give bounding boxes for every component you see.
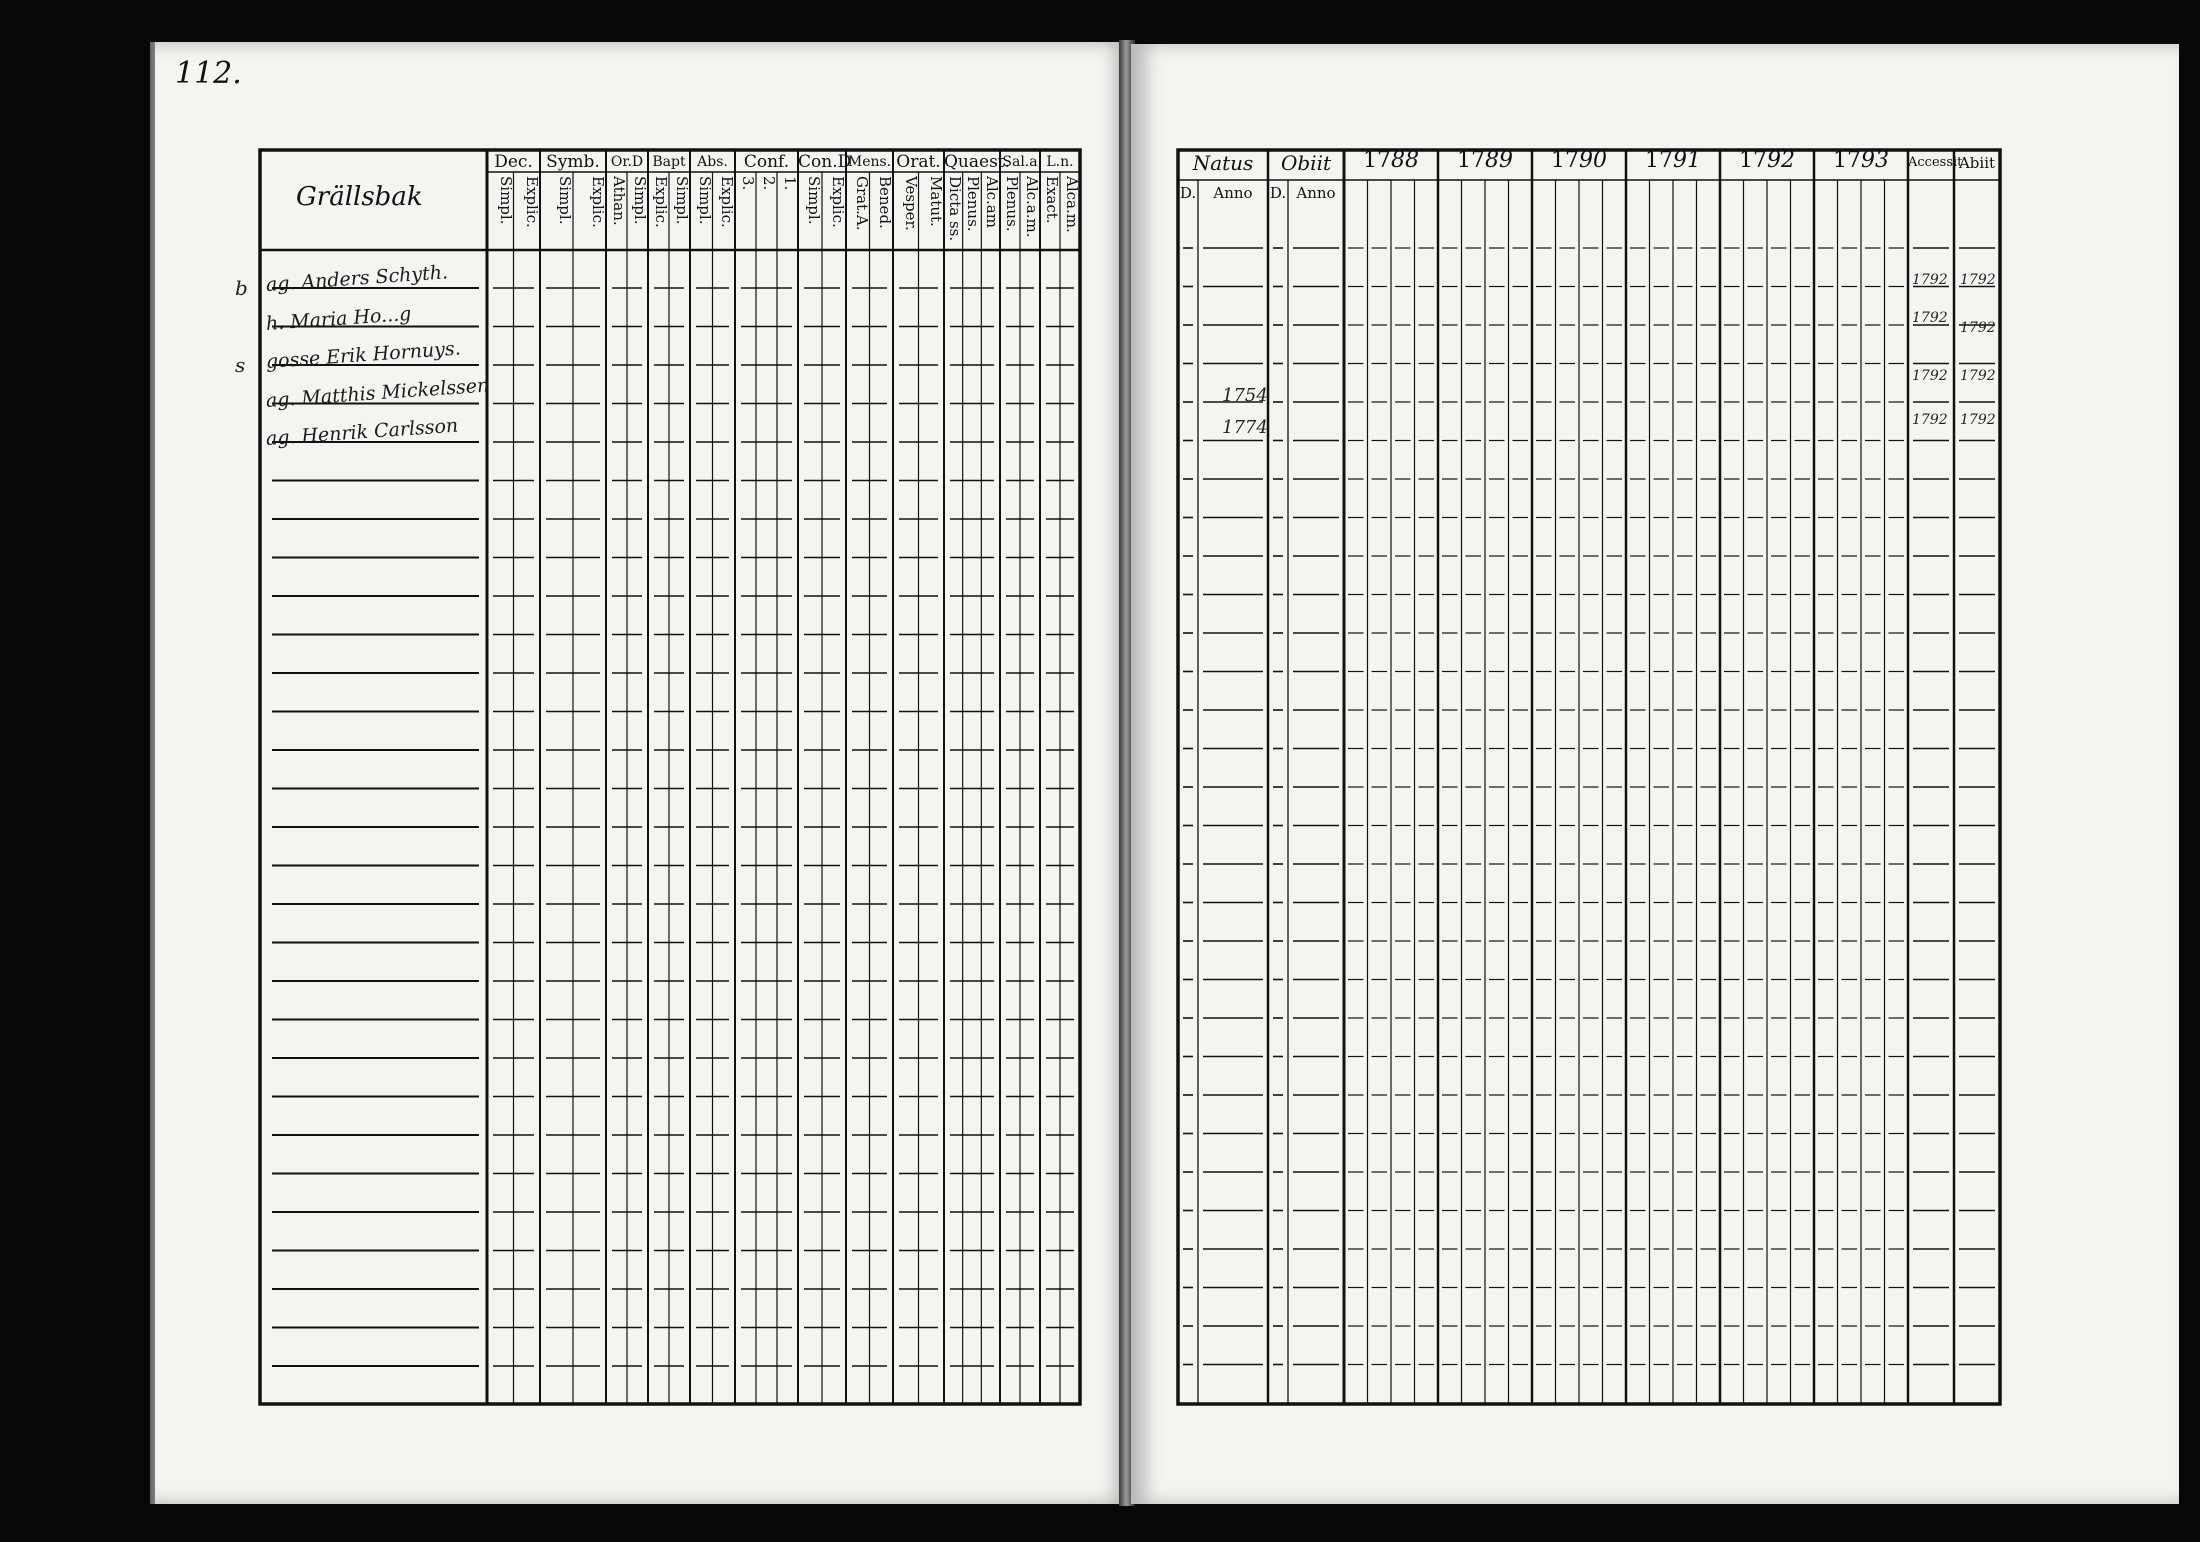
entry-name: gosse Erik Hornuys. [265,337,462,373]
accessit-value: 1792 [1912,412,1948,428]
left-col-subheader: Athan. [610,176,628,226]
left-col-subheader: Alc.am [983,176,1001,228]
year-header: 1789 [1457,148,1513,173]
entry-name: h. Maria Ho...g [265,302,413,335]
day-subheader: D. [1269,184,1287,202]
year-subheader: Anno [1296,184,1336,202]
abiit-value: 1792 [1960,272,1996,288]
year-header: 1793 [1833,148,1889,173]
left-col-header: Sal.a [1002,154,1038,170]
left-col-header: Conf. [743,152,790,172]
left-col-subheader: Plenus. [1003,176,1021,232]
left-col-subheader: Explic. [829,176,847,228]
left-col-subheader: Matut. [927,176,945,227]
left-col-subheader: Simpl. [695,176,714,225]
abiit-value: 1792 [1960,320,1996,336]
year-subheader: Anno [1213,184,1253,202]
entry-name: ag. Matthis Mickelssen [265,373,490,412]
accessit-header: Accessit [1908,155,1963,170]
abiit-header: Abiit [1958,154,1996,172]
left-col-subheader: Alca.m. [1063,176,1081,233]
natus-year-value: 1774 [1222,417,1268,438]
accessit-value: 1792 [1912,272,1948,288]
left-col-subheader: Bened. [876,176,894,229]
left-col-header: Or.D [610,154,644,170]
left-col-subheader: Plenus. [964,176,983,232]
left-col-subheader: Vesper. [901,176,920,231]
left-col-header: Orat. [896,152,941,172]
left-col-header: Abs. [697,154,728,170]
obiit-header: Obiit [1280,151,1332,175]
left-col-header: Bapt [652,154,686,170]
accessit-value: 1792 [1912,368,1948,384]
day-subheader: D. [1179,184,1197,202]
entry-margin-mark: s [235,353,246,377]
left-col-header: L.n. [1046,154,1074,170]
year-header: 1788 [1363,148,1419,173]
abiit-value: 1792 [1960,412,1996,428]
entry-name: ag. Henrik Carlsson [265,414,459,450]
left-col-subheader: Simpl. [496,176,515,225]
natus-header: Natus [1192,151,1254,175]
left-col-subheader: Explic. [589,176,607,228]
right-table-frame [1178,150,2000,1404]
left-col-header: Mens. [847,154,892,170]
year-header: 1792 [1739,148,1795,173]
entry-margin-mark: b [235,276,248,300]
left-col-subheader: 2. [760,176,778,191]
left-col-header: Symb. [546,152,600,172]
left-col-subheader: Explic. [718,176,736,228]
abiit-value: 1792 [1960,368,1996,384]
left-col-subheader: Grat.A. [852,176,871,231]
left-col-subheader: 3. [739,176,757,191]
left-col-subheader: Dicta ss. [945,176,964,242]
left-col-subheader: Simpl. [673,176,691,225]
left-col-header: Quaest. [944,152,1011,172]
left-col-subheader: Explic. [652,176,670,228]
year-header: 1791 [1645,148,1701,173]
left-col-subheader: Explic. [523,176,541,228]
farm-name: Grällsbak [296,182,423,212]
entry-name: ag. Anders Schyth. [265,261,449,296]
left-col-header: Dec. [494,152,533,172]
left-col-subheader: 1. [781,176,799,191]
left-col-subheader: Simpl. [556,176,574,225]
natus-year-value: 1754 [1222,385,1268,406]
accessit-value: 1792 [1912,310,1948,326]
page-number: 112. [175,56,242,91]
left-col-header: Con.D [798,152,852,172]
left-table-frame [260,150,1080,1404]
left-col-subheader: Simpl. [631,176,649,225]
left-col-subheader: Exact. [1043,176,1061,224]
left-col-subheader: Alc.a.m. [1023,176,1041,238]
year-header: 1790 [1551,148,1607,173]
left-col-subheader: Simpl. [805,176,823,225]
